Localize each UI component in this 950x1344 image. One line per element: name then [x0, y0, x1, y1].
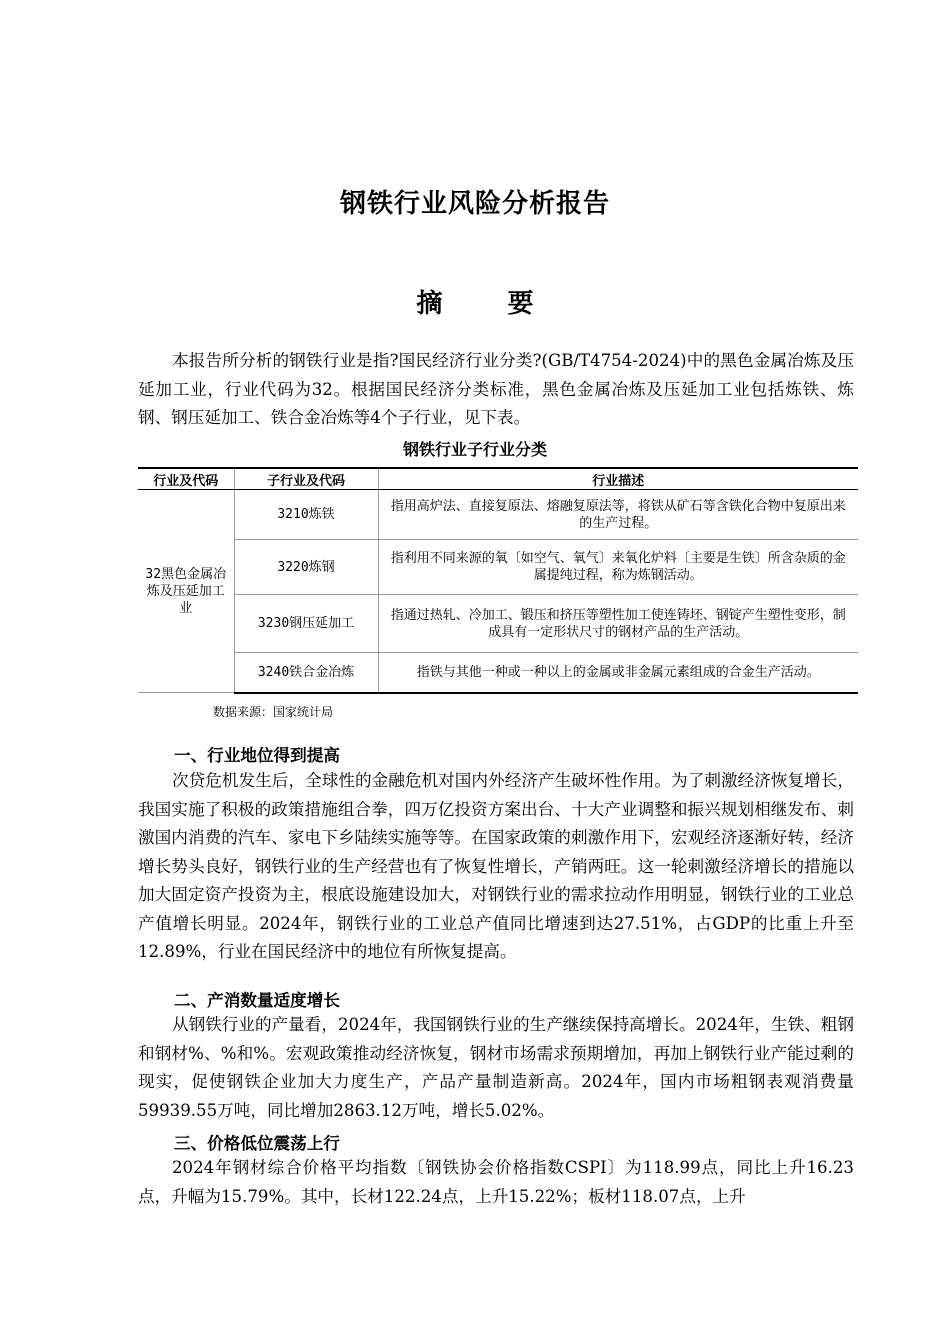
table-source-note: 数据来源：国家统计局	[213, 705, 334, 719]
table-row	[138, 490, 858, 540]
table-row	[138, 595, 858, 653]
subindustry-cell: 3230钢压延加工	[234, 595, 378, 653]
section-paragraph-1: 次贷危机发生后，全球性的金融危机对国内外经济产生破坏性作用。为了刺激经济恢复增长，我国实施了积极的政策措施组合拳，四万亿投资方案出台、十大产业调整和振兴规划相继发布、刺激国内消费的汽车、家电下乡陆续实施等等。在国家政策的刺激作用下，宏观经济逐渐好转，经济增长势头良好，钢铁行业的生产经营也有了恢复性增长，产销两旺。这一轮刺激经济增长的措施以加大固定资产投资为主，根底设施建设加大，对钢铁行业的需求拉动作用明显，钢铁行业的工业总产值增长明显。2024年，钢铁行业的工业总产值同比增速到达27.51%，占GDP的比重上升至12.89%，行业在国民经济中的地位有所恢复提高。	[138, 771, 854, 961]
subindustry-cell: 3210炼铁	[234, 490, 378, 540]
section-heading-1: 一、行业地位得到提高	[174, 746, 340, 765]
intro-paragraph: 本报告所分析的钢铁行业是指?国民经济行业分类?(GB/T4754-2024)中的黑色金属冶炼及压延加工业，行业代码为32。根据国民经济分类标准，黑色金属冶炼及压延加工业包括炼铁、炼钢、钢压延加工、铁合金冶炼等4个子行业，见下表。	[138, 351, 854, 427]
subindustry-cell: 3220炼钢	[234, 540, 378, 595]
section-paragraph-3: 2024年钢材综合价格平均指数〔钢铁协会价格指数CSPI〕为118.99点，同比上升16.23点，升幅为15.79%。其中，长材122.24点，上升15.22%；板材118.07点，上升	[138, 1158, 854, 1206]
table-title: 钢铁行业子行业分类	[402, 440, 547, 459]
section-paragraph-2: 从钢铁行业的产量看，2024年，我国钢铁行业的生产继续保持高增长。2024年，生铁、粗钢和钢材%、%和%。宏观政策推动经济恢复，钢材市场需求预期增加，再加上钢铁行业产能过剩的现实，促使钢铁企业加大力度生产，产品产量制造新高。2024年，国内市场粗钢表观消费量59939.55万吨，同比增加2863.12万吨，增长5.02%。	[138, 1015, 854, 1120]
subindustry-table	[138, 467, 858, 694]
section-heading-3: 三、价格低位震荡上行	[174, 1134, 340, 1153]
section-heading-2: 二、产消数量适度增长	[174, 991, 340, 1010]
table-header-description: 行业描述	[378, 468, 858, 490]
table-header-subindustry: 子行业及代码	[234, 468, 378, 490]
subindustry-cell: 3240铁合金冶炼	[234, 653, 378, 693]
description-cell: 指铁与其他一种或一种以上的金属或非金属元素组成的合金生产活动。	[378, 653, 858, 693]
description-cell: 指用高炉法、直接复原法、熔融复原法等，将铁从矿石等含铁化合物中复原出来的生产过程。	[378, 490, 858, 540]
description-cell: 指利用不同来源的氧〔如空气、氧气〕来氧化炉料〔主要是生铁〕所含杂质的金属提纯过程，称为炼钢活动。	[378, 540, 858, 595]
industry-cell: 32黑色金属冶炼及压延加工业	[138, 490, 234, 693]
table-row	[138, 653, 858, 693]
table-header-industry: 行业及代码	[138, 468, 234, 490]
document-title: 钢铁行业风险分析报告	[339, 189, 610, 219]
table-row	[138, 540, 858, 595]
description-cell: 指通过热轧、冷加工、锻压和挤压等塑性加工使连铸坯、钢锭产生塑性变形，制成具有一定形状尺寸的钢材产品的生产活动。	[378, 595, 858, 653]
table-header-row	[138, 468, 858, 490]
abstract-title: 摘 要	[416, 289, 562, 319]
